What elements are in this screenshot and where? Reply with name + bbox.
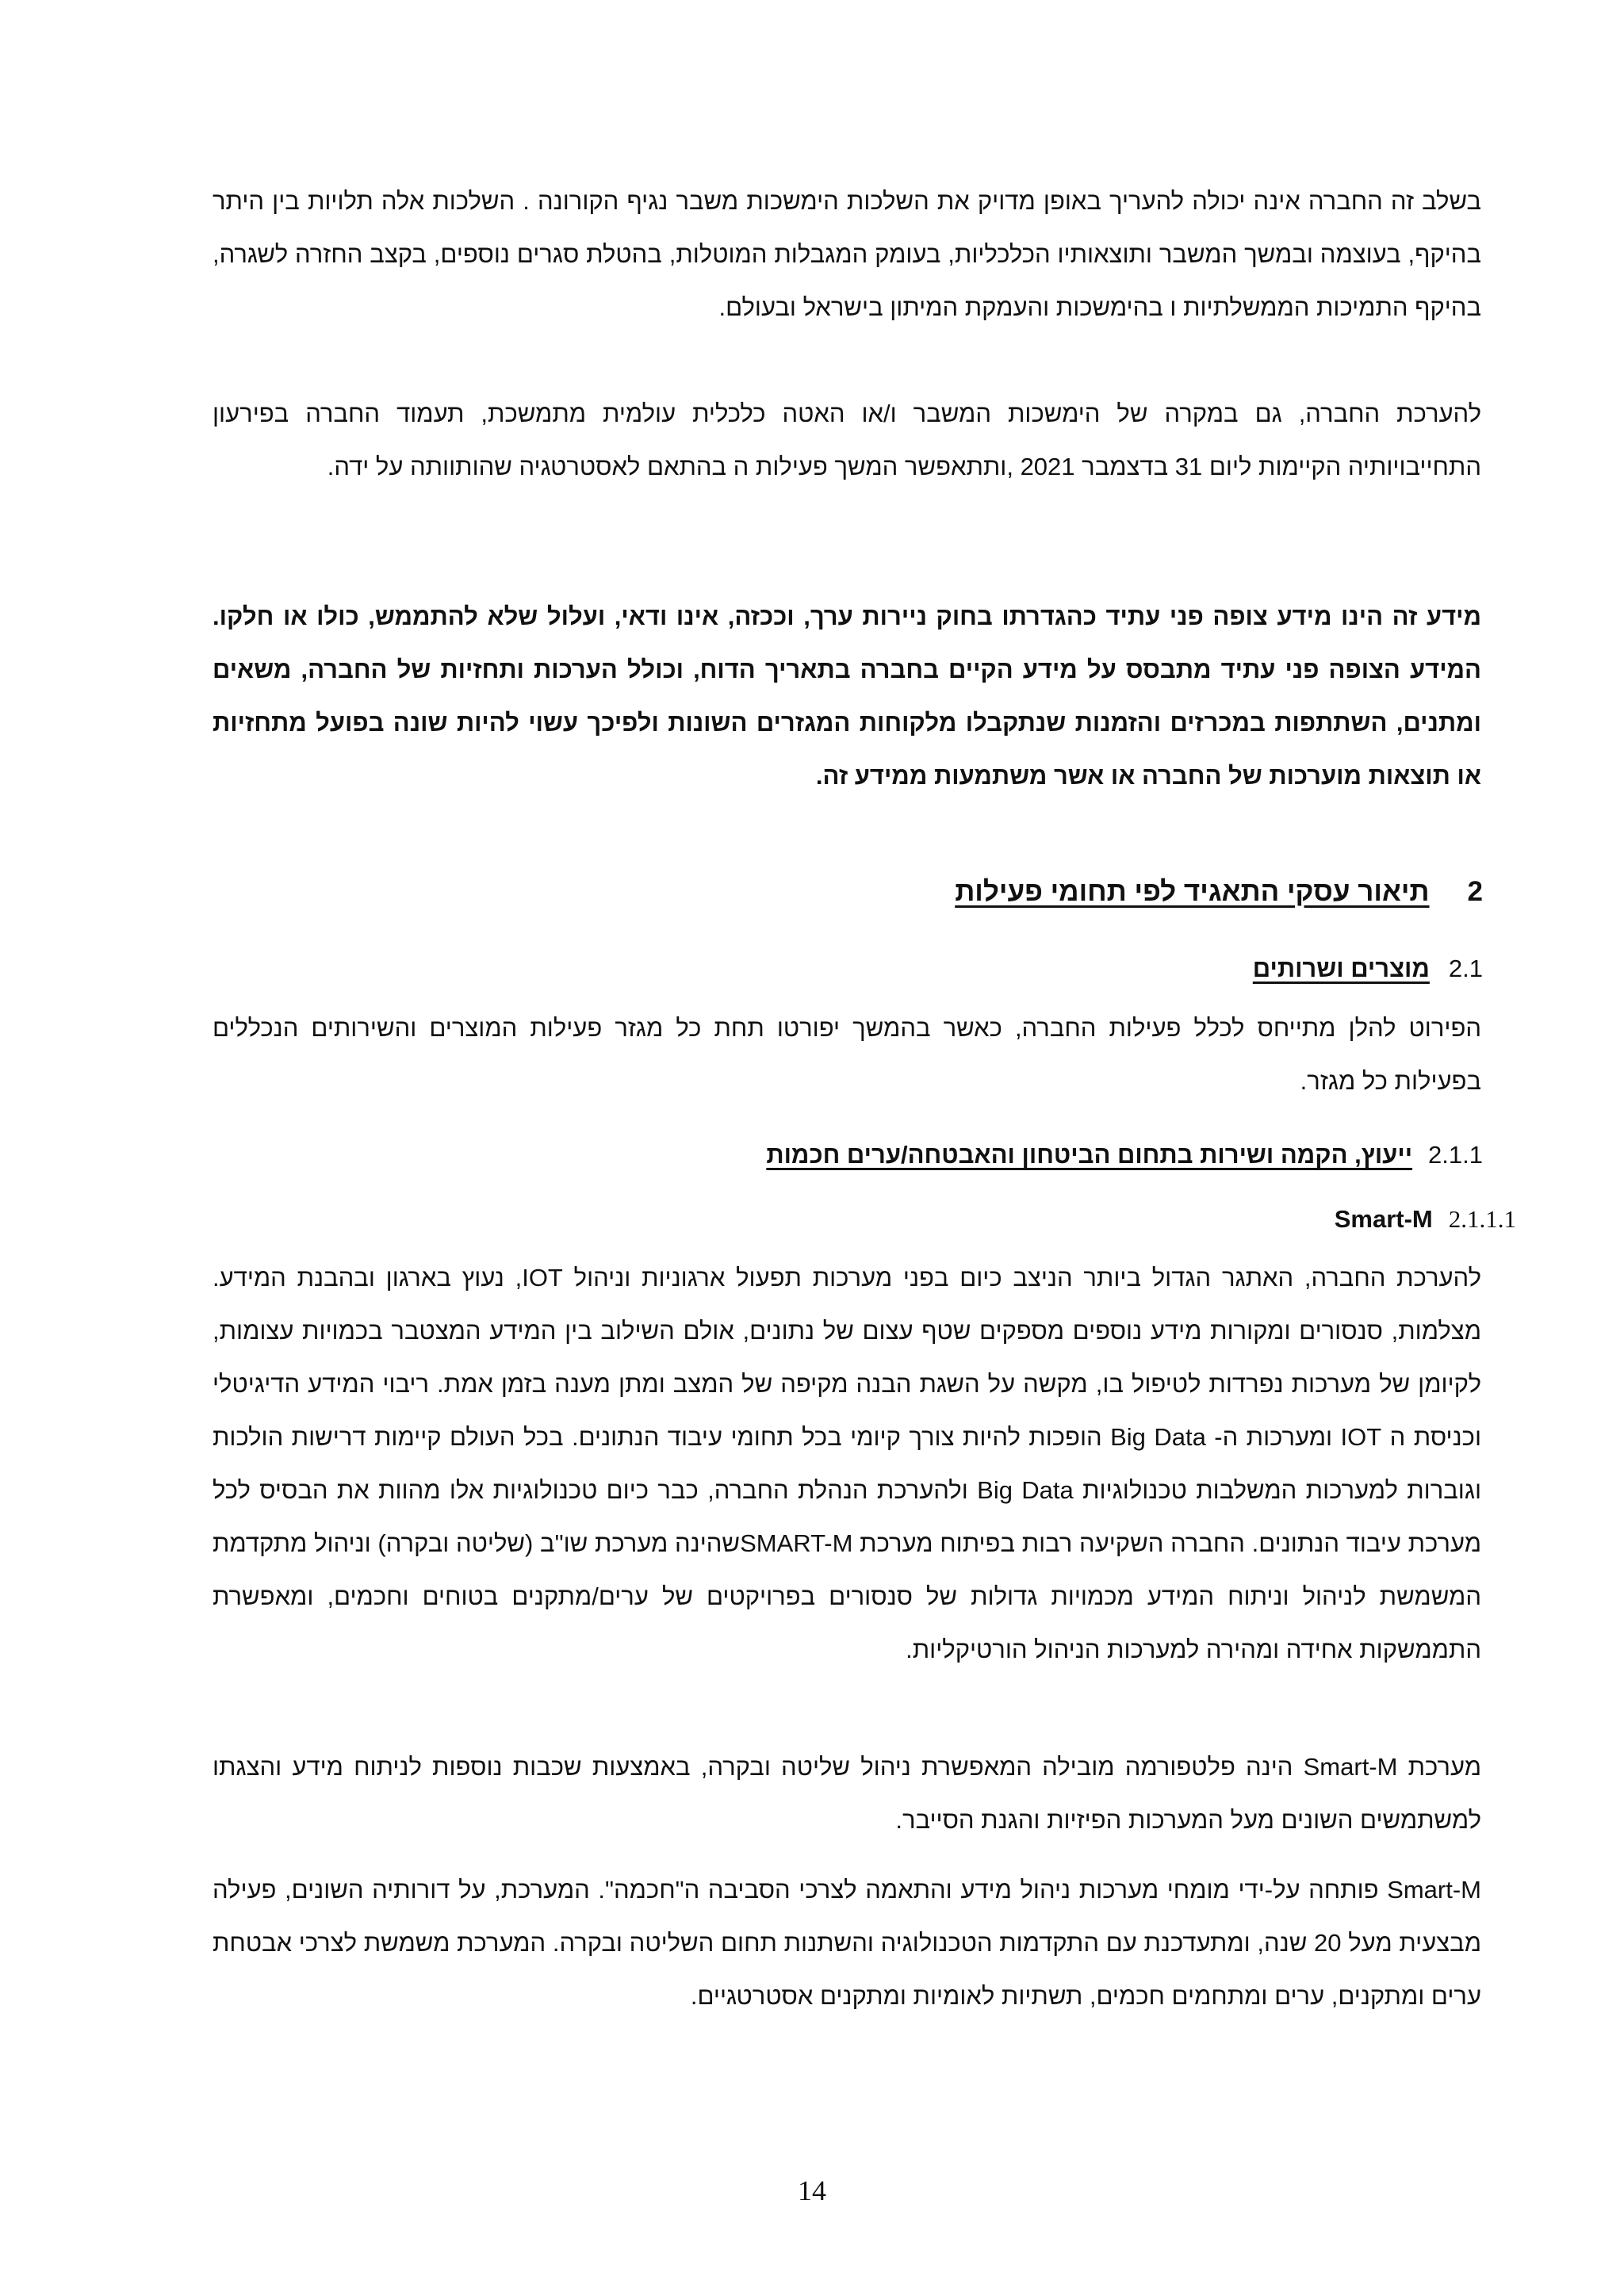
paragraph-forward-looking-disclaimer: מידע זה הינו מידע צופה פני עתיד כהגדרתו בחוק ניירות ערך, וככזה, אינו ודאי, ועלול שלא להתממש, כולו או חלקו. המידע הצופה פני עתיד מתבסס על מידע הקיים בחברה בתאריך הדוח, וכולל הערכות ותחזיות של החברה, משאים ומתנים, השתתפות במכרזים והזמנות שנתקבלו מלקוחות המגזרים השונות ולפיכך עשוי להיות שונה בפועל מתחזיות או תוצאות מוערכות של החברה או אשר משתמעות ממידע זה. (213, 603, 1481, 790)
section-title: תיאור עסקי התאגיד לפי תחומי פעילות (955, 876, 1430, 907)
paragraph-products-overview: הפירוט להלן מתייחס לכלל פעילות החברה, כאשר בהמשך יפורטו תחת כל מגזר פעילות המוצרים והשירותים הנכללים בפעילות כל מגזר. (213, 1014, 1481, 1095)
paragraph-smart-m-platform: מערכת Smart-M הינה פלטפורמה מובילה המאפשרת ניהול שליטה ובקרה, באמצעות שכבות נוספות לניתוח מידע והצגתו למשתמשים השונים מעל המערכות הפיזיות והגנת הסייבר. (213, 1753, 1481, 1834)
section-number: 2.1.1.1 (1448, 1205, 1516, 1233)
paragraph-company-assessment: להערכת החברה, גם במקרה של הימשכות המשבר ו/או האטה כלכלית עולמית מתמשכת, תעמוד החברה בפירעון התחייבויותיה הקיימות ליום 31 בדצמבר 2021 ,ותתאפשר המשך פעילות ה בהתאם לאסטרטגיה שהותוותה על ידה. (213, 400, 1481, 480)
section-number: 2.1 (1448, 955, 1483, 982)
section-heading-2-1-1-1 (1335, 1200, 1516, 1239)
section-title: מוצרים ושרותים (1252, 955, 1430, 982)
paragraph-corona-impact: בשלב זה החברה אינה יכולה להעריך באופן מדויק את השלכות הימשכות משבר נגיף הקורונה . השלכות אלה תלויות בין היתר בהיקף, בעוצמה ובמשך המשבר ותוצאותיו הכלכליות, בעומק המגבלות המוטלות, בהטלת סגרים נוספים, בקצב החזרה לשגרה, בהיקף התמיכות הממשלתיות ו בהימשכות והעמקת המיתון בישראל ובעולם. (213, 187, 1481, 321)
page-number: 14 (798, 2175, 826, 2206)
section-number: 2.1.1 (1428, 1141, 1483, 1169)
paragraph-smart-m-history: Smart-M פותחה על-ידי מומחי מערכות ניהול מידע והתאמה לצרכי הסביבה ה"חכמה". המערכת, על דורותיה השונים, פעילה מבצעית מעל 20 שנה, ומתעדכנת עם התקדמות הטכנולוגיה והשתנות תחום השליטה ובקרה. המערכת משמשת לצרכי אבטחת ערים ומתקנים, ערים ומתחמים חכמים, תשתיות לאומיות ומתקנים אסטרטגיים. (213, 1876, 1482, 2010)
section-heading-2-1-1 (766, 1135, 1483, 1175)
paragraph-smart-m-challenge: להערכת החברה, האתגר הגדול ביותר הניצב כיום בפני מערכות תפעול ארגוניות וניהול IOT, נעוץ בארגון ובהבנת המידע. מצלמות, סנסורים ומקורות מידע נוספים מספקים שטף עצום של נתונים, אולם השילוב בין המידע המצטבר בכמויות עצומות, לקיומן של מערכות נפרדות לטיפול בו, מקשה על השגת הבנה מקיפה של המצב ומתן מענה בזמן אמת. ריבוי המידע הדיגיטלי וכניסת ה IOT ומערכות ה- Big Data הופכות להיות צורך קיומי בכל תחומי עיבוד הנתונים. בכל העולם קיימות דרישות הולכות וגוברות למערכות המשלבות טכנולוגיות Big Data ולהערכת הנהלת החברה, כבר כיום טכנולוגיות אלו מהוות את הבסיס לכל מערכת עיבוד הנתונים. החברה השקיעה רבות בפיתוח מערכת SMART-Mשהינה מערכת שו"ב (שליטה ובקרה) וניהול מתקדמת המשמשת לניהול וניתוח המידע מכמויות גדולות של סנסורים בפרויקטים של ערים/מתקנים בטוחים וחכמים, ומאפשרת התממשקות אחידה ומהירה למערכות הניהול הורטיקליות. (213, 1264, 1482, 1663)
section-title: ייעוץ, הקמה ושירות בתחום הביטחון והאבטחה/ערים חכמות (766, 1141, 1413, 1169)
section-title: Smart-M (1334, 1205, 1433, 1233)
section-heading-2-1 (1253, 949, 1483, 989)
section-heading-2 (955, 872, 1483, 912)
section-number: 2 (1467, 876, 1483, 907)
